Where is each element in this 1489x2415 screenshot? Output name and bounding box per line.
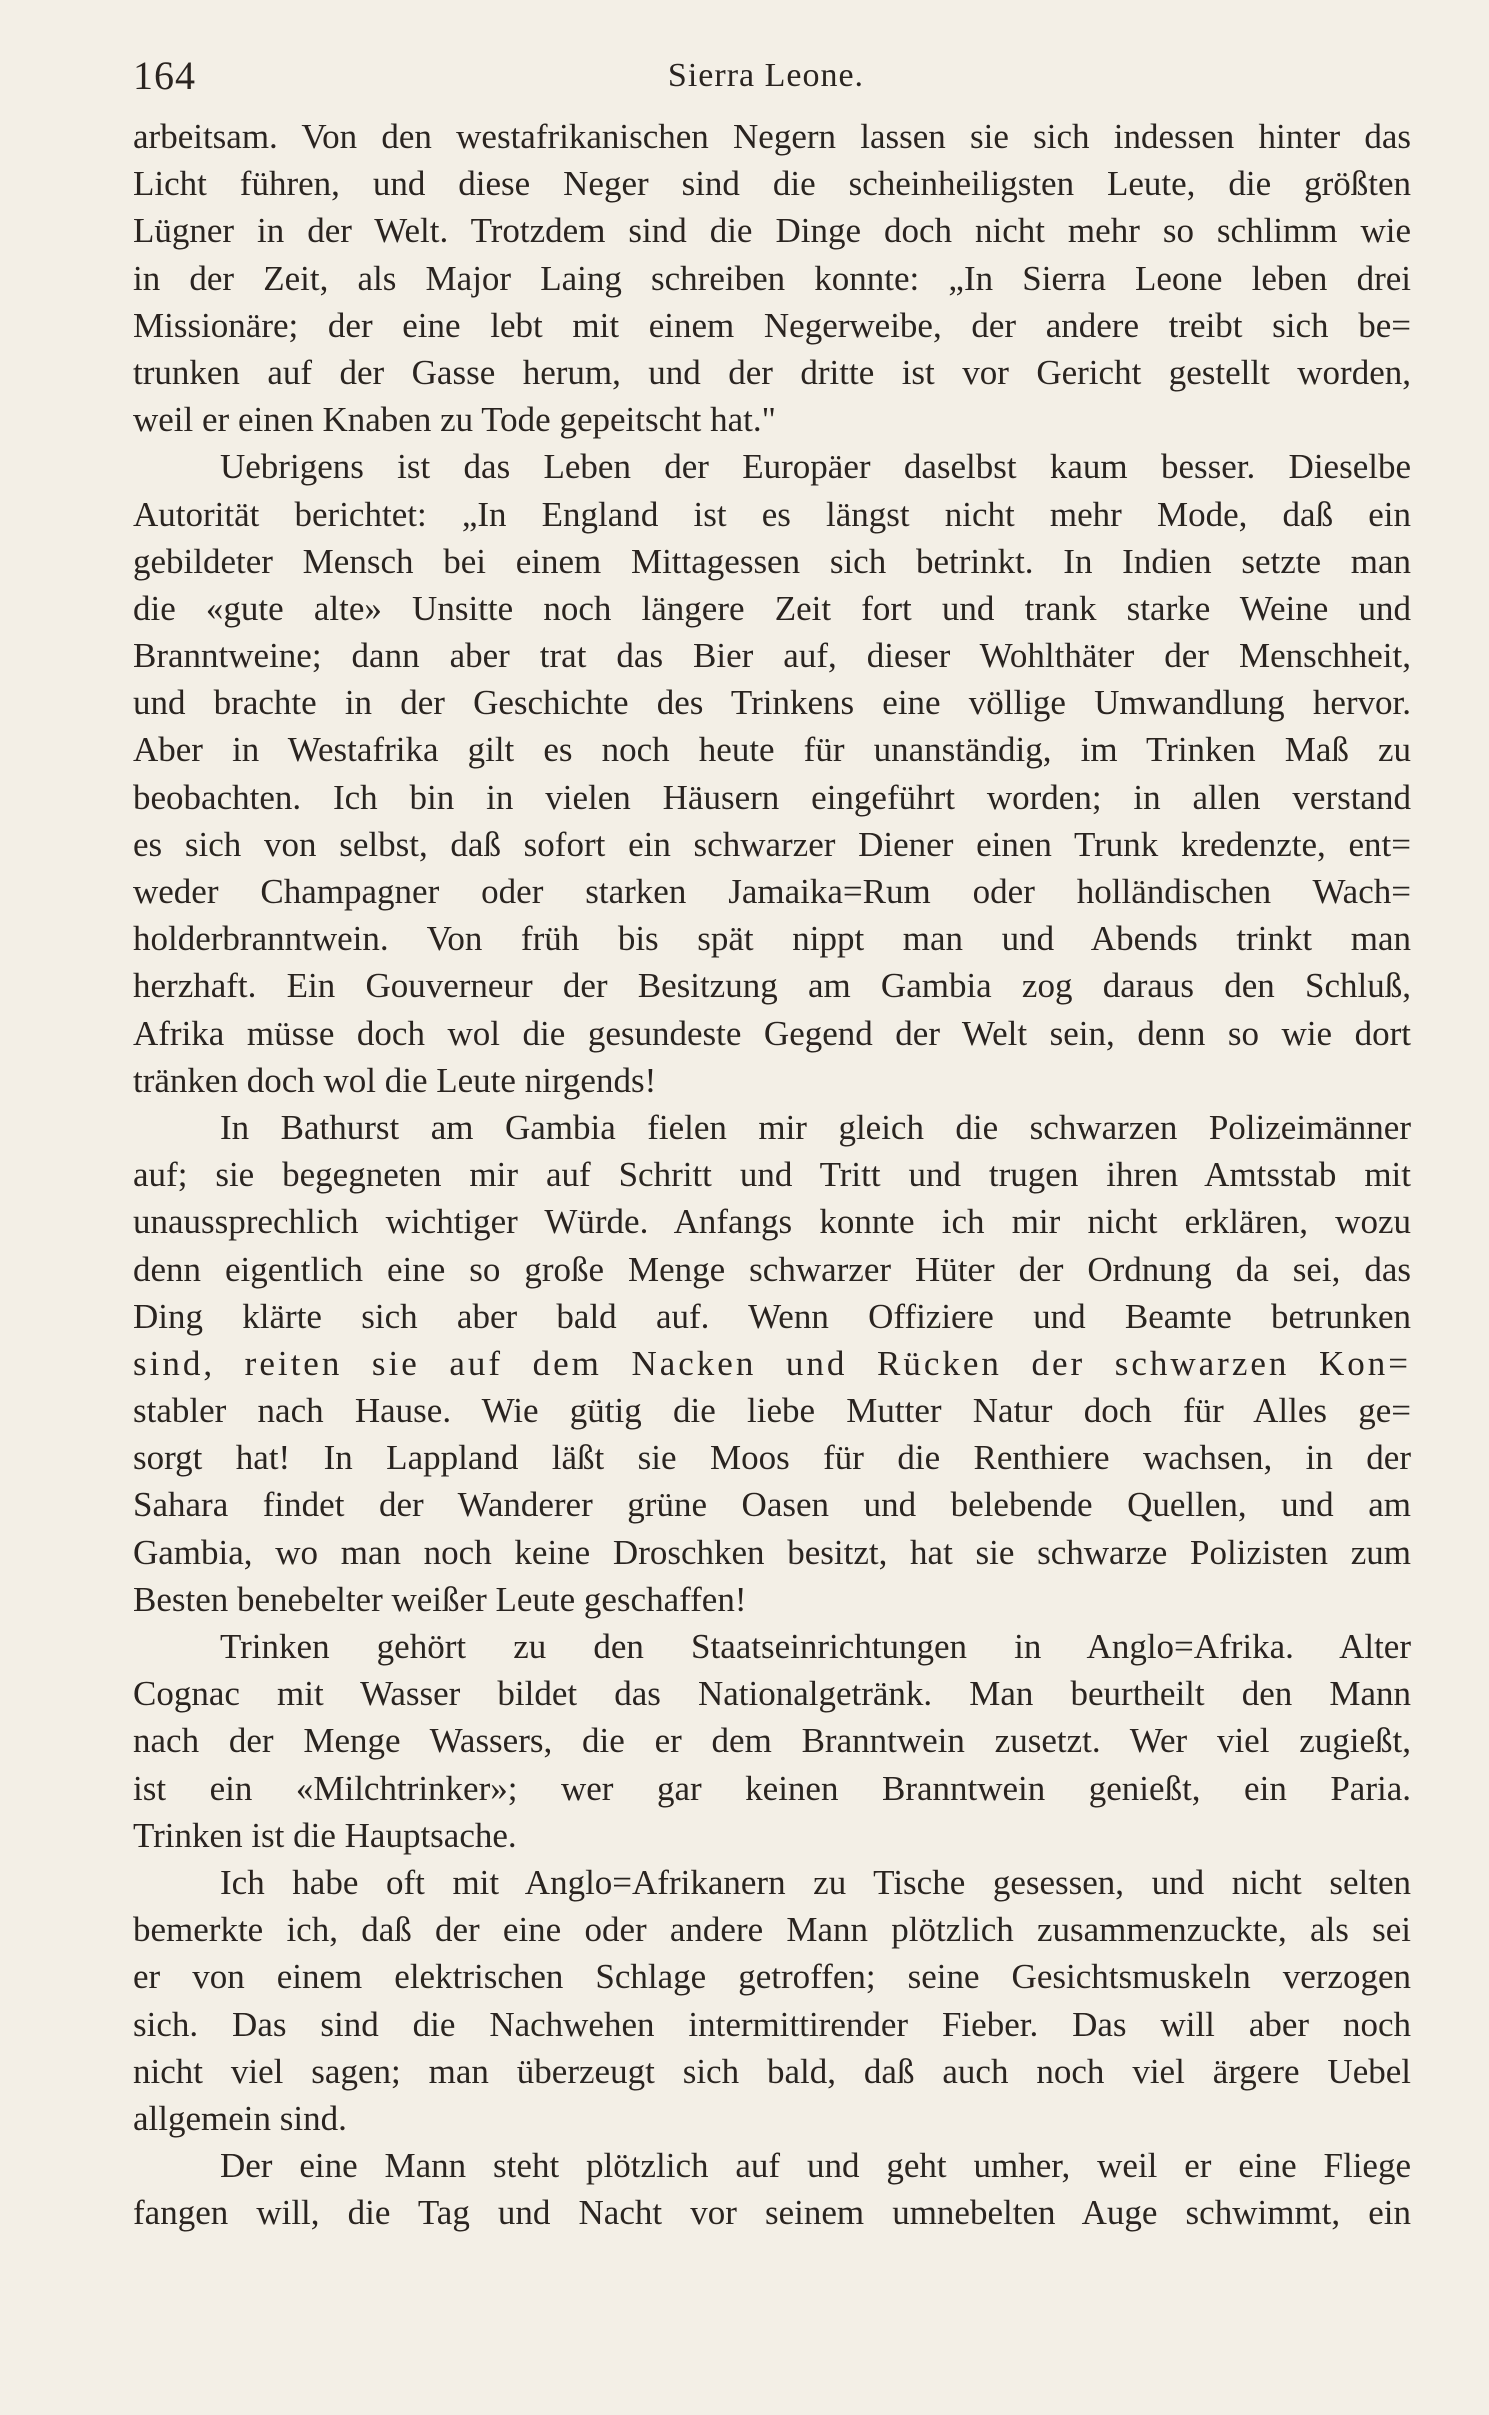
running-head: Sierra Leone. — [667, 57, 865, 94]
text-line: allgemein sind. — [133, 2098, 347, 2138]
text-line: nach der Menge Wassers, die er dem Branntwein zusetzt. Wer viel zugießt, — [133, 1721, 1411, 1761]
text-line: er von einem elektrischen Schlage getroffen; seine Gesichtsmuskeln verzogen — [133, 1957, 1411, 1997]
text-line: Uebrigens ist das Leben der Europäer daselbst kaum besser. Dieselbe — [220, 447, 1411, 487]
text-line: bemerkte ich, daß der eine oder andere Mann plötzlich zusammenzuckte, als sei — [133, 1910, 1411, 1950]
text-line: ist ein «Milchtrinker»; wer gar keinen Branntwein genießt, ein Paria. — [133, 1768, 1411, 1808]
page-number: 164 — [133, 53, 196, 98]
text-line: es sich von selbst, daß sofort ein schwarzer Diener einen Trunk kredenzte, ent= — [133, 824, 1411, 864]
text-line: in der Zeit, als Major Laing schreiben konnte: „In Sierra Leone leben drei — [133, 258, 1411, 298]
text-line: Missionäre; der eine lebt mit einem Negerweibe, der andere treibt sich be= — [133, 305, 1411, 345]
body-text — [133, 113, 1411, 2236]
text-line: Cognac mit Wasser bildet das Nationalgetränk. Man beurtheilt den Mann — [133, 1674, 1411, 1714]
text-line: Sahara findet der Wanderer grüne Oasen und belebende Quellen, und am — [133, 1485, 1411, 1525]
text-line: Trinken gehört zu den Staatseinrichtungen in Anglo=Afrika. Alter — [220, 1627, 1411, 1666]
text-line: Ich habe oft mit Anglo=Afrikanern zu Tische gesessen, und nicht selten — [220, 1862, 1411, 1902]
page-header — [133, 46, 1399, 106]
text-line: unaussprechlich wichtiger Würde. Anfangs konnte ich mir nicht erklären, wozu — [133, 1202, 1411, 1242]
text-line: holderbranntwein. Von früh bis spät nippt man und Abends trinkt man — [133, 919, 1411, 959]
text-line: nicht viel sagen; man überzeugt sich bald, daß auch noch viel ärgere Uebel — [133, 2051, 1411, 2091]
text-line: Besten benebelter weißer Leute geschaffen! — [133, 1579, 747, 1619]
text-line: gebildeter Mensch bei einem Mittagessen sich betrinkt. In Indien setzte man — [133, 541, 1411, 581]
text-line: Ding klärte sich aber bald auf. Wenn Offiziere und Beamte betrunken — [133, 1296, 1411, 1336]
text-line: arbeitsam. Von den westafrikanischen Negern lassen sie sich indessen hinter das — [133, 117, 1411, 156]
text-line: weil er einen Knaben zu Tode gepeitscht hat." — [133, 400, 776, 440]
text-line: Der eine Mann steht plötzlich auf und geht umher, weil er eine Fliege — [220, 2146, 1411, 2186]
text-line: beobachten. Ich bin in vielen Häusern eingeführt worden; in allen verstand — [133, 777, 1411, 817]
text-line: Aber in Westafrika gilt es noch heute für unanständig, im Trinken Maß zu — [133, 730, 1411, 770]
text-line: fangen will, die Tag und Nacht vor seinem umnebelten Auge schwimmt, ein — [133, 2193, 1411, 2233]
text-line: herzhaft. Ein Gouverneur der Besitzung am Gambia zog daraus den Schluß, — [133, 966, 1411, 1006]
text-line: die «gute alte» Unsitte noch längere Zeit fort und trank starke Weine und — [133, 588, 1411, 628]
text-line: denn eigentlich eine so große Menge schwarzer Hüter der Ordnung da sei, das — [133, 1249, 1411, 1289]
text-line: sind, reiten sie auf dem Nacken und Rücken der schwarzen Kon= — [133, 1343, 1411, 1383]
text-line: Autorität berichtet: „In England ist es längst nicht mehr Mode, daß ein — [133, 494, 1411, 534]
text-line: sorgt hat! In Lappland läßt sie Moos für die Renthiere wachsen, in der — [133, 1438, 1411, 1478]
text-line: auf; sie begegneten mir auf Schritt und Tritt und trugen ihren Amtsstab mit — [133, 1155, 1411, 1195]
text-line: In Bathurst am Gambia fielen mir gleich die schwarzen Polizeimänner — [220, 1107, 1411, 1147]
text-line: stabler nach Hause. Wie gütig die liebe Mutter Natur doch für Alles ge= — [133, 1391, 1411, 1431]
text-line: Branntweine; dann aber trat das Bier auf, dieser Wohlthäter der Menschheit, — [133, 636, 1411, 676]
text-line: trunken auf der Gasse herum, und der dritte ist vor Gericht gestellt worden, — [133, 352, 1411, 392]
text-line: Licht führen, und diese Neger sind die scheinheiligsten Leute, die größten — [133, 164, 1411, 204]
text-line: weder Champagner oder starken Jamaika=Rum oder holländischen Wach= — [133, 872, 1411, 911]
text-line: tränken doch wol die Leute nirgends! — [133, 1060, 657, 1100]
text-line: Gambia, wo man noch keine Droschken besitzt, hat sie schwarze Polizisten zum — [133, 1532, 1411, 1572]
text-line: sich. Das sind die Nachwehen intermittirender Fieber. Das will aber noch — [133, 2004, 1411, 2044]
text-line: Lügner in der Welt. Trotzdem sind die Dinge doch nicht mehr so schlimm wie — [133, 211, 1411, 251]
text-line: und brachte in der Geschichte des Trinkens eine völlige Umwandlung hervor. — [133, 683, 1411, 723]
text-line: Trinken ist die Hauptsache. — [133, 1815, 517, 1855]
text-line: Afrika müsse doch wol die gesundeste Gegend der Welt sein, denn so wie dort — [133, 1013, 1411, 1053]
